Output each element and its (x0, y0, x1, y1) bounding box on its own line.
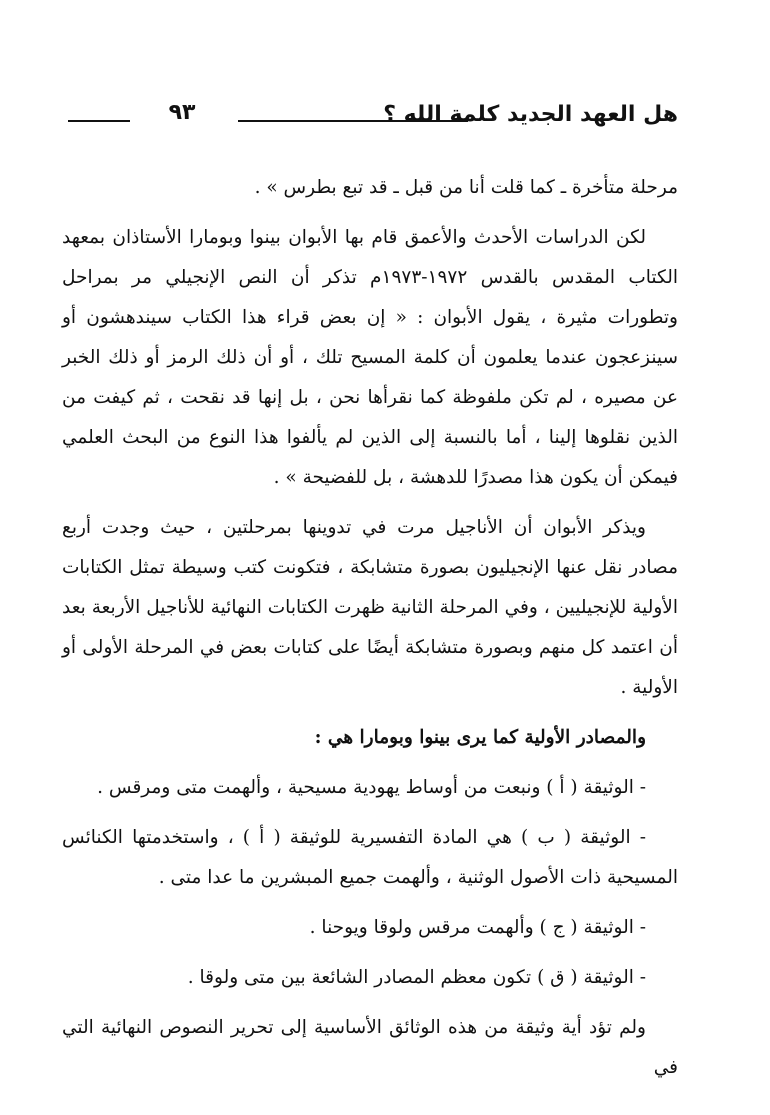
paragraph-continuation: مرحلة متأخرة ـ كما قلت أنا من قبل ـ قد تبع بطرس » . (254, 177, 678, 198)
running-title: هل العهد الجديد كلمة الله ؟ (383, 102, 678, 127)
page-body (62, 168, 678, 1098)
header-rule-right (238, 120, 468, 122)
header-rule-left (68, 120, 130, 122)
section-heading: والمصادر الأولية كما يرى بينوا وبومارا هي : (314, 727, 646, 748)
paragraph-two-stages: ويذكر الأبوان أن الأناجيل مرت في تدوينها بمرحلتين ، حيث وجدت أربع مصادر نقل عنها الإنجيليون بصورة متشابكة ، فتكونت كتب وسيطة تمثل الكتابات الأولية للإنجيليين ، وفي المرحلة الثانية ظهرت الكتابات النهائية للأناجيل الأربعة بعد أن اعتمد كل منهم وبصورة متشابكة أيضًا على كتابات بعض في المرحلة الأولى أو الأولية . (62, 517, 678, 698)
page-header (62, 100, 678, 140)
list-item: - الوثيقة ( ق ) تكون معظم المصادر الشائعة بين متى ولوقا . (187, 967, 646, 988)
list-item: - الوثيقة ( أ ) ونبعت من أوساط يهودية مسيحية ، وألهمت متى ومرقس . (97, 777, 646, 798)
list-item: - الوثيقة ( ب ) هي المادة التفسيرية للوثيقة ( أ ) ، واستخدمتها الكنائس المسيحية ذات الأصول الوثنية ، وألهمت جميع المبشرين ما عدا متى . (62, 827, 678, 888)
list-item: - الوثيقة ( ج ) وألهمت مرقس ولوقا ويوحنا . (309, 917, 646, 938)
paragraph-last: ولم تؤد أية وثيقة من هذه الوثائق الأساسية إلى تحرير النصوص النهائية التي في (62, 1017, 678, 1078)
page-number: ٩٣ (168, 100, 196, 125)
paragraph-studies: لكن الدراسات الأحدث والأعمق قام بها الأبوان بينوا وبومارا الأستاذان بمعهد الكتاب المقدس بالقدس ١٩٧٢-١٩٧٣م تذكر أن النص الإنجيلي مر بمراحل وتطورات مثيرة ، يقول الأبوان : « إن بعض قراء هذا الكتاب سيندهشون أو سينزعجون عندما يعلمون أن كلمة المسيح تلك ، أو أن ذلك الرمز أو ذلك الخبر عن مصيره ، لم تكن ملفوظة كما نقرأها نحن ، بل إنها قد نقحت ، ثم كيفت من الذين نقلوها إلينا ، أما بالنسبة إلى الذين لم يألفوا هذا النوع من البحث العلمي فيمكن أن يكون هذا مصدرًا للدهشة ، بل للفضيحة » . (62, 227, 678, 488)
